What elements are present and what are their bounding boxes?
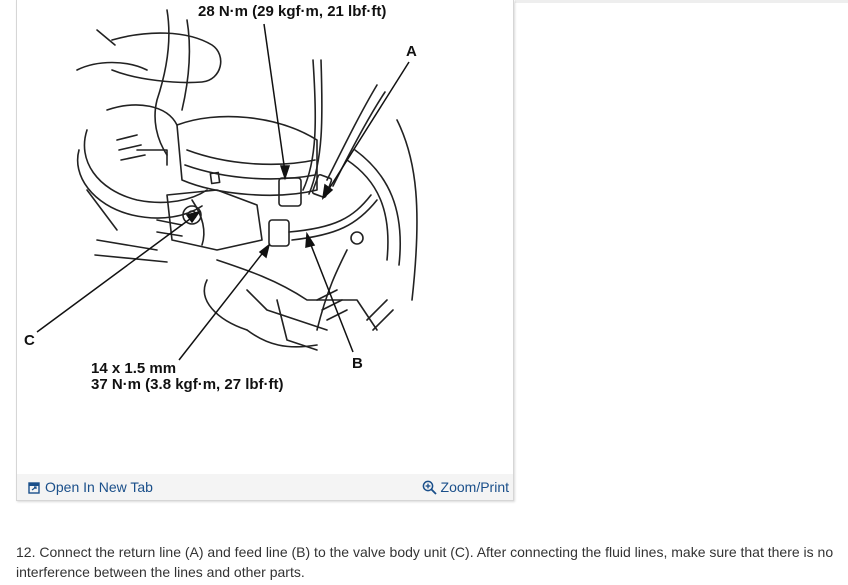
valve-body-illustration (17, 0, 513, 474)
open-in-new-tab-link[interactable] (28, 479, 153, 495)
zoom-print-label: Zoom/Print (440, 479, 509, 495)
step-instruction: 12. Connect the return line (A) and feed line (B) to the valve body unit (C). After connecting the fluid lines, make sure that there is no interference between the lines and other parts. (16, 544, 834, 580)
upper-torque-label: 28 N·m (29 kgf·m, 21 lbf·ft) (198, 3, 387, 20)
new-tab-icon (28, 481, 41, 494)
callout-a-label: A (406, 43, 417, 60)
magnifier-plus-icon (422, 480, 437, 495)
open-in-new-tab-label: Open In New Tab (45, 479, 153, 495)
technical-diagram (17, 0, 513, 474)
callout-b-label: B (352, 355, 363, 372)
zoom-print-link[interactable] (422, 479, 509, 495)
figure-footer (17, 474, 513, 500)
bolt-size-label: 14 x 1.5 mm (91, 360, 177, 377)
top-divider (515, 0, 848, 3)
figure-card (16, 0, 514, 501)
callout-c-label: C (24, 332, 35, 349)
lower-torque-label: 37 N·m (3.8 kgf·m, 27 lbf·ft) (91, 376, 284, 393)
